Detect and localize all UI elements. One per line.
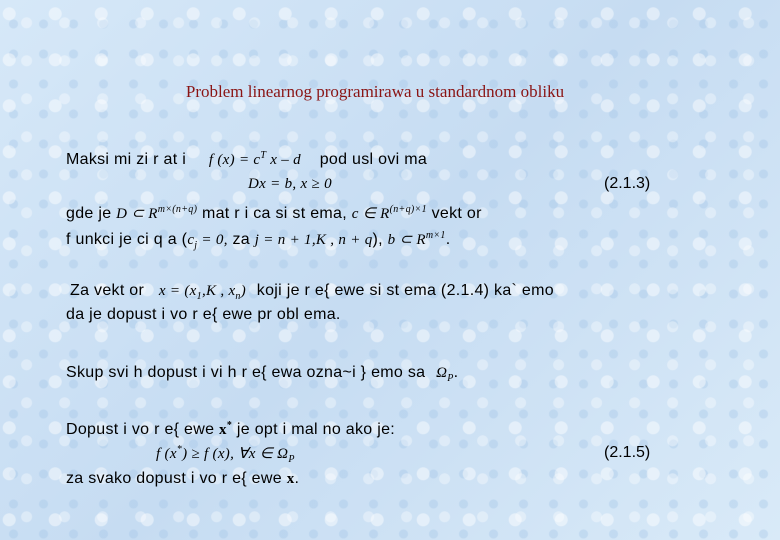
period: . — [294, 470, 300, 487]
objective-function: f $(x) = c^T$ x – d — [208, 150, 301, 168]
d-membership: D ⊂ $R^{m\times(n+q)}$ — [116, 204, 198, 222]
maximize-label: Maksi mi zi r at i — [66, 151, 187, 168]
matrix-definition-line — [66, 204, 482, 223]
period: . — [445, 231, 451, 248]
optimal-text-a: Dopust i vo r e{ ewe — [66, 421, 215, 438]
subject-to-label: pod usl ovi ma — [319, 151, 428, 168]
j-range: j = n + 1,K , n + q — [254, 232, 373, 248]
period: . — [453, 364, 459, 381]
close-paren: ), — [372, 231, 383, 248]
c-membership: c ∈ $R^{(n+q)\times 1}$ — [351, 204, 427, 222]
function-definition-line — [66, 230, 450, 251]
vector-label: vekt or — [431, 205, 482, 222]
optimality-condition: f (x*) ≥ f (x), ∀x ∈ $\Omega_P$ — [156, 444, 295, 465]
feasible-set-line — [66, 364, 458, 384]
za-vektor-label: Za vekt or — [70, 282, 145, 299]
omega-symbol: $\Omega_P$ — [436, 365, 454, 384]
koji-text: koji je r e{ ewe si st ema (2.1.4) ka` emo — [256, 282, 554, 299]
x-definition: $x = (x_1,K$ , $x_n$) — [158, 283, 247, 302]
b-membership: b ⊂ $R^{m\times 1}$ — [387, 230, 446, 248]
optimal-text-b: je opt i mal no ako je: — [236, 421, 396, 438]
for-every-line — [66, 470, 299, 488]
equation-number-2-1-3: (2.1.3) — [604, 175, 651, 192]
maximize-line — [66, 150, 427, 169]
matrix-label: mat r i ca si st ema, — [201, 205, 347, 222]
x-symbol: x — [286, 471, 295, 487]
equation-number-2-1-5: (2.1.5) — [604, 444, 651, 461]
x-star: x* — [219, 420, 233, 438]
for-every-text: za svako dopust i vo r e{ ewe — [66, 470, 282, 487]
feasible-set-text: Skup svi h dopust i vi h r e{ ewa ozna~i } emo sa — [66, 364, 426, 381]
gde-je-label: gde je — [66, 205, 112, 222]
function-label: f unkci je ci q a ( — [66, 231, 188, 248]
slide-title: Problem linearnog programirawa u standardnom obliku — [185, 82, 565, 101]
constraint-expression: Dx = b, x ≥ 0 — [248, 176, 332, 192]
optimal-solution-line — [66, 420, 395, 439]
za-label: za — [232, 231, 250, 248]
cj-symbol: $c_j = 0$, — [187, 232, 228, 251]
feasible-solution-line — [70, 282, 554, 302]
feasible-solution-line-2: da je dopust i vo r e{ ewe pr obl ema. — [66, 306, 341, 323]
